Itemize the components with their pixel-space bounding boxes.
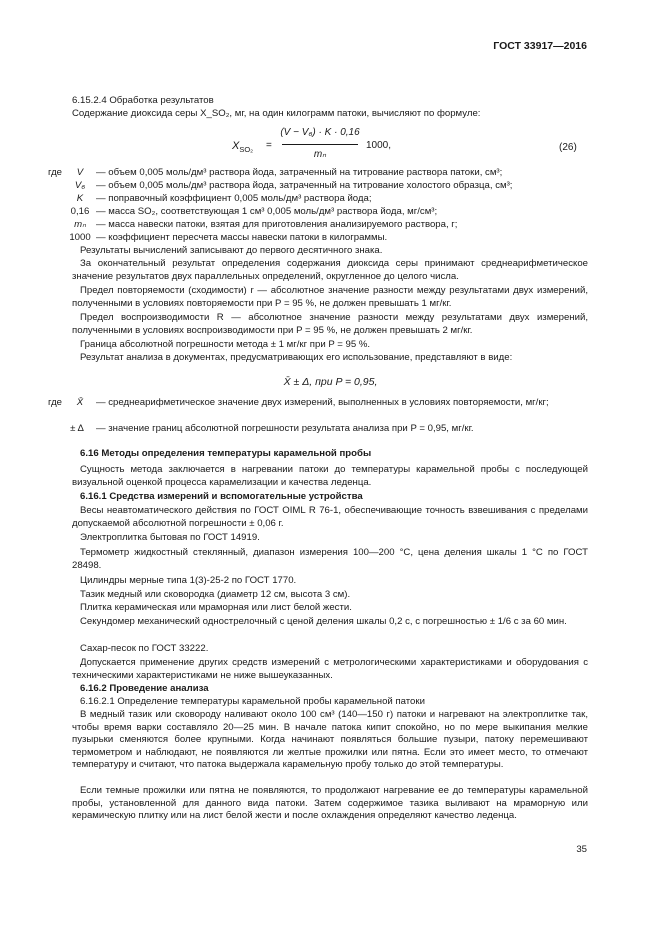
formula-numerator: (V − V₆) · K · 0,16 <box>280 127 360 138</box>
equipment-item: Допускается применение других средств измерений с метрологическими характеристиками и оборудования с техническими характеристиками не ниже вышеуказанных. <box>72 657 588 681</box>
definition-text: — объем 0,005 моль/дм³ раствора йода, затраченный на титрование раствора патоки, см³; <box>96 167 503 178</box>
definition-row <box>48 180 588 193</box>
definition-symbol: X̄ <box>76 397 84 408</box>
definition-symbol: 1000 <box>69 232 91 243</box>
section-6-16-title: 6.16 Методы определения температуры карамельной пробы <box>80 448 372 459</box>
equipment-item: Тазик медный или сковородка (диаметр 12 см, высота 3 см). <box>80 589 351 600</box>
definition-symbol: V <box>76 167 84 178</box>
definition-row <box>48 232 588 245</box>
procedure-paragraph-1: В медный тазик или сковороду наливают около 100 см³ (140—150 г) патоки и нагревают на электроплитке так, чтобы время варки составляло 20—25 мин. В начале патока кипит спокойно, но по мере выкипания мелкие пузырьки сменяются более крупными. Когда начинают появляться большие пузыри, патоку перемешивают термометром и наблюдают, не появляются ли желтые прожилки или пятна. Если это имеет место, то отмечают температуру и считают, что патока выдержала карамельную пробу только до этой температуры. <box>72 709 588 771</box>
formula-lhs-subscript: SO₂ <box>239 145 254 155</box>
definition-lead: где <box>48 167 63 178</box>
equipment-item: Термометр жидкостный стеклянный, диапазон измерения 100—200 °С, цена деления шкалы 1 °С по ГОСТ 28498. <box>72 547 588 571</box>
formula-lhs-symbol: X <box>232 140 240 152</box>
equipment-item: Сахар-песок по ГОСТ 33222. <box>80 643 209 654</box>
page-number: 35 <box>576 844 587 855</box>
equipment-item: Секундомер механический однострелочный с ценой деления шкалы 0,2 с, с погрешностью ± 1/6 с за 60 мин. <box>80 616 567 627</box>
definition-symbol: 0,16 <box>70 206 90 217</box>
standard-header: ГОСТ 33917—2016 <box>493 40 587 52</box>
formula-lhs <box>232 140 253 157</box>
section-title-text: 6.15.2.4 Обработка результатов <box>72 95 214 106</box>
equipment-item: Цилиндры мерные типа 1(3)-25-2 по ГОСТ 1770. <box>80 575 297 586</box>
procedure-paragraph-2: Если темные прожилки или пятна не появляются, то продолжают нагревание ее до температуры карамельной пробы, установленной для данного вида патоки. Затем содержимое тазика выливают на мраморную или керамическую плитку или на лист белой жести и после охлаждения определяют качество леденца. <box>72 785 588 822</box>
paragraph-results-1: Результаты вычислений записывают до первого десятичного знака. <box>80 245 383 256</box>
definition-row <box>48 167 588 180</box>
intro-text: Содержание диоксида серы X_SO₂, мг, на один килограмм патоки, вычисляют по формуле: <box>72 108 481 119</box>
paragraph-reproducibility: Предел воспроизводимости R — абсолютное значение разности между результатами двух измерений, полученными в условиях воспроизводимости при P = 95 %, не должен превышать 2 мг/кг. <box>72 312 588 336</box>
definition-row <box>48 206 588 219</box>
section-6-16-2-title: 6.16.2 Проведение анализа <box>80 683 209 694</box>
definition-text: — коэффициент пересчета массы навески патоки в килограммы. <box>96 232 388 243</box>
fraction-bar <box>282 144 358 145</box>
formula-equals: = <box>266 140 272 151</box>
formula-number: (26) <box>559 142 577 153</box>
definition-row <box>48 193 588 206</box>
formula-multiplier: 1000, <box>366 140 392 151</box>
definition-symbol: K <box>76 193 84 204</box>
definition-symbol: ± Δ <box>70 423 84 434</box>
result-formula: X̄ ± Δ, при P = 0,95, <box>283 376 378 388</box>
definition-lead: где <box>48 397 63 408</box>
definition-symbol: mₙ <box>74 219 86 230</box>
definition-text: — поправочный коэффициент 0,005 моль/дм³ раствора йода; <box>96 193 372 204</box>
definition-row <box>48 219 588 232</box>
section-6-16-1-title: 6.16.1 Средства измерений и вспомогательные устройства <box>80 491 363 502</box>
equipment-item: Весы неавтоматического действия по ГОСТ OIML R 76-1, обеспечивающие точность взвешивания с пределами допускаемой абсолютной погрешности ± 0,06 г. <box>72 505 588 529</box>
definition-row <box>48 423 588 436</box>
equipment-item: Плитка керамическая или мраморная или лист белой жести. <box>80 602 352 613</box>
definition-text: — объем 0,005 моль/дм³ раствора йода, затраченный на титрование холостого образца, см³; <box>96 180 513 191</box>
formula-denominator: mₙ <box>313 149 327 160</box>
paragraph-repeatability: Предел повторяемости (сходимости) r — абсолютное значение разности между результатами двух измерений, полученными в условиях повторяемости при P = 95 %, не должен превышать 1 мг/кг. <box>72 285 588 309</box>
definition-text: — значение границ абсолютной погрешности результата анализа при P = 0,95, мг/кг. <box>96 423 474 434</box>
equipment-item: Электроплитка бытовая по ГОСТ 14919. <box>80 532 260 543</box>
definition-text: — масса навески патоки, взятая для приготовления анализируемого раствора, г; <box>96 219 458 230</box>
section-6-16-2-1-title: 6.16.2.1 Определение температуры карамельной пробы карамельной патоки <box>80 696 425 707</box>
definition-row <box>48 397 588 410</box>
paragraph-results-2: За окончательный результат определения содержания диоксида серы принимают среднеарифметическое значение результатов двух параллельных определений, округленное до целого числа. <box>72 258 588 282</box>
paragraph-error-limit: Граница абсолютной погрешности метода ± 1 мг/кг при P = 95 %. <box>80 339 371 350</box>
paragraph-document-form: Результат анализа в документах, предусматривающих его использование, представляют в виде: <box>80 352 513 363</box>
section-6-16-intro: Сущность метода заключается в нагревании патоки до температуры карамельной пробы с последующей визуальной оценкой процесса карамелизации и качества леденца. <box>72 464 588 488</box>
formula-26 <box>0 0 661 180</box>
definition-symbol: V₆ <box>74 180 86 191</box>
definition-text: — масса SO₂, соответствующая 1 см³ 0,005 моль/дм³ раствора йода, мг/см³; <box>96 206 438 217</box>
definition-text: — среднеарифметическое значение двух измерений, выполненных в условиях повторяемости, мг/кг; <box>96 397 549 408</box>
